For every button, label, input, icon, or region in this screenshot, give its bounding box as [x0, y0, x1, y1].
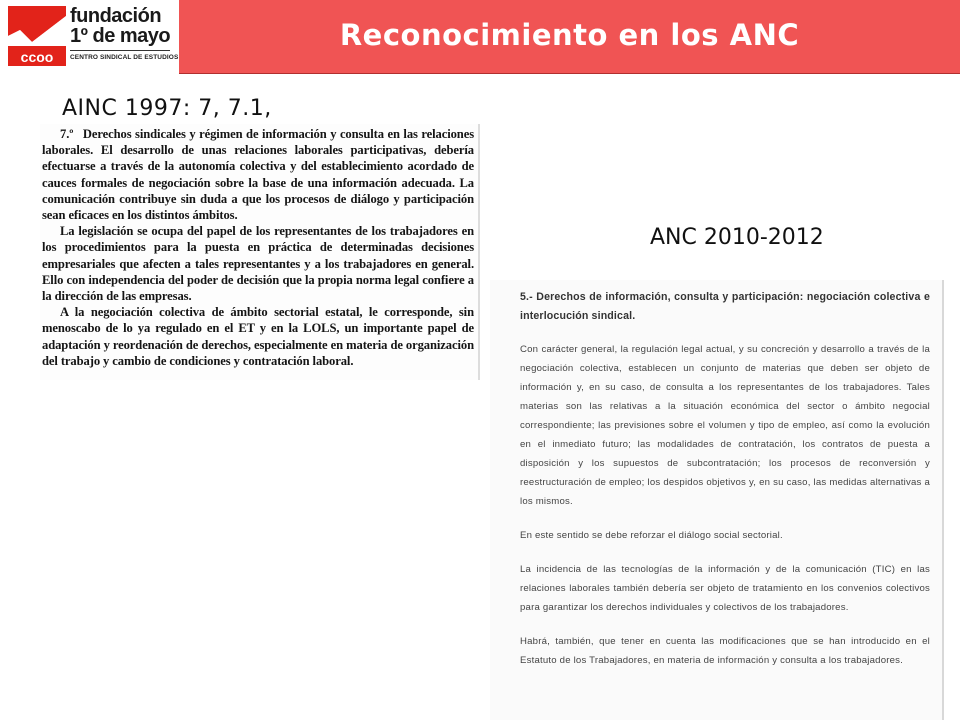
label-anc-2010-2012: ANC 2010-2012	[650, 225, 824, 250]
logo	[0, 0, 178, 74]
excerpt2-paragraph: Habrá, también, que tener en cuenta las modificaciones que se han introducido en el Estatuto de los Trabajadores, en materia de información y consulta a los trabajadores.	[520, 636, 930, 666]
label-ainc-1997: AINC 1997: 7, 7.1,	[62, 96, 272, 121]
logo-line-mayo: 1º de mayo	[70, 25, 171, 47]
logo-line-fundacion: fundación	[70, 5, 162, 27]
excerpt2-heading: 5.- Derechos de información, consulta y participación: negociación colectiva e interlocución sindical.	[520, 291, 930, 322]
excerpt2-paragraph: Con carácter general, la regulación legal actual, y su concreción y desarrollo a través de la negociación colectiva, establecen un conjunto de materias que deben ser objeto de información y, en su caso, de consulta a los representantes de los trabajadores. Tales materias son las relativas a la situación económica del sector o ámbito negocial correspondiente; las previsiones sobre el volumen y tipo de empleo, así como la evolución en el inmediato futuro; las modalidades de contratación, los contratos de puesta a disposición y los supuestos de subcontratación; los procesos de reconversión y reestructuración de empleo; los despidos objetivos y, en su caso, las medidas alternativas a los mismos.	[520, 344, 930, 507]
page-title: Reconocimiento en los ANC	[339, 18, 800, 52]
excerpt1-paragraph-1-text: El desarrollo de unas relaciones laborales participativas, debería efectuarse a través de la autonomía colectiva y del establecimiento acordado de cauces formales de negociación sobre la base de una información adecuada. La comunicación contribuye sin duda a que los procesos de diálogo y participación sean eficaces en los distintos ámbitos.	[42, 143, 474, 223]
ccoo-logo-icon	[8, 6, 66, 66]
excerpt-anc-2010-2012	[490, 280, 944, 720]
excerpt1-paragraph-1	[42, 126, 474, 223]
logo-subtitle: CENTRO SINDICAL DE ESTUDIOS	[70, 54, 179, 61]
logo-divider	[70, 50, 170, 51]
excerpt-ainc-1997	[40, 124, 480, 380]
excerpt1-paragraph-2: La legislación se ocupa del papel de los representantes de los trabajadores en los procedimientos para la puesta en práctica de determinadas decisiones empresariales que afecten a tales representantes y a los trabajadores en general. Ello con independencia del poder de decisión que la propia norma legal confiere a la dirección de las empresas.	[42, 224, 474, 304]
title-bar	[179, 0, 960, 74]
excerpt1-number: 7.º	[60, 127, 74, 141]
excerpt1-paragraph-3: A la negociación colectiva de ámbito sectorial estatal, le corresponde, sin menoscabo de lo ya regulado en el ET y en la LOLS, un importante papel de adaptación y reordenación de derechos, especialmente en materia de organización del trabajo y cambio de condiciones y contratación laboral.	[42, 305, 474, 368]
excerpt2-paragraph: La incidencia de las tecnologías de la información y de la comunicación (TIC) en las relaciones laborales también debería ser objeto de tratamiento en los convenios colectivos para garantizar los derechos individuales y colectivos de los trabajadores.	[520, 564, 930, 613]
svg-text:ccoo: ccoo	[20, 49, 54, 65]
excerpt1-heading: Derechos sindicales y régimen de información y consulta en las relaciones laborales.	[42, 127, 474, 158]
logo-text	[70, 6, 170, 47]
excerpt2-paragraph: En este sentido se debe reforzar el diálogo social sectorial.	[520, 530, 783, 541]
